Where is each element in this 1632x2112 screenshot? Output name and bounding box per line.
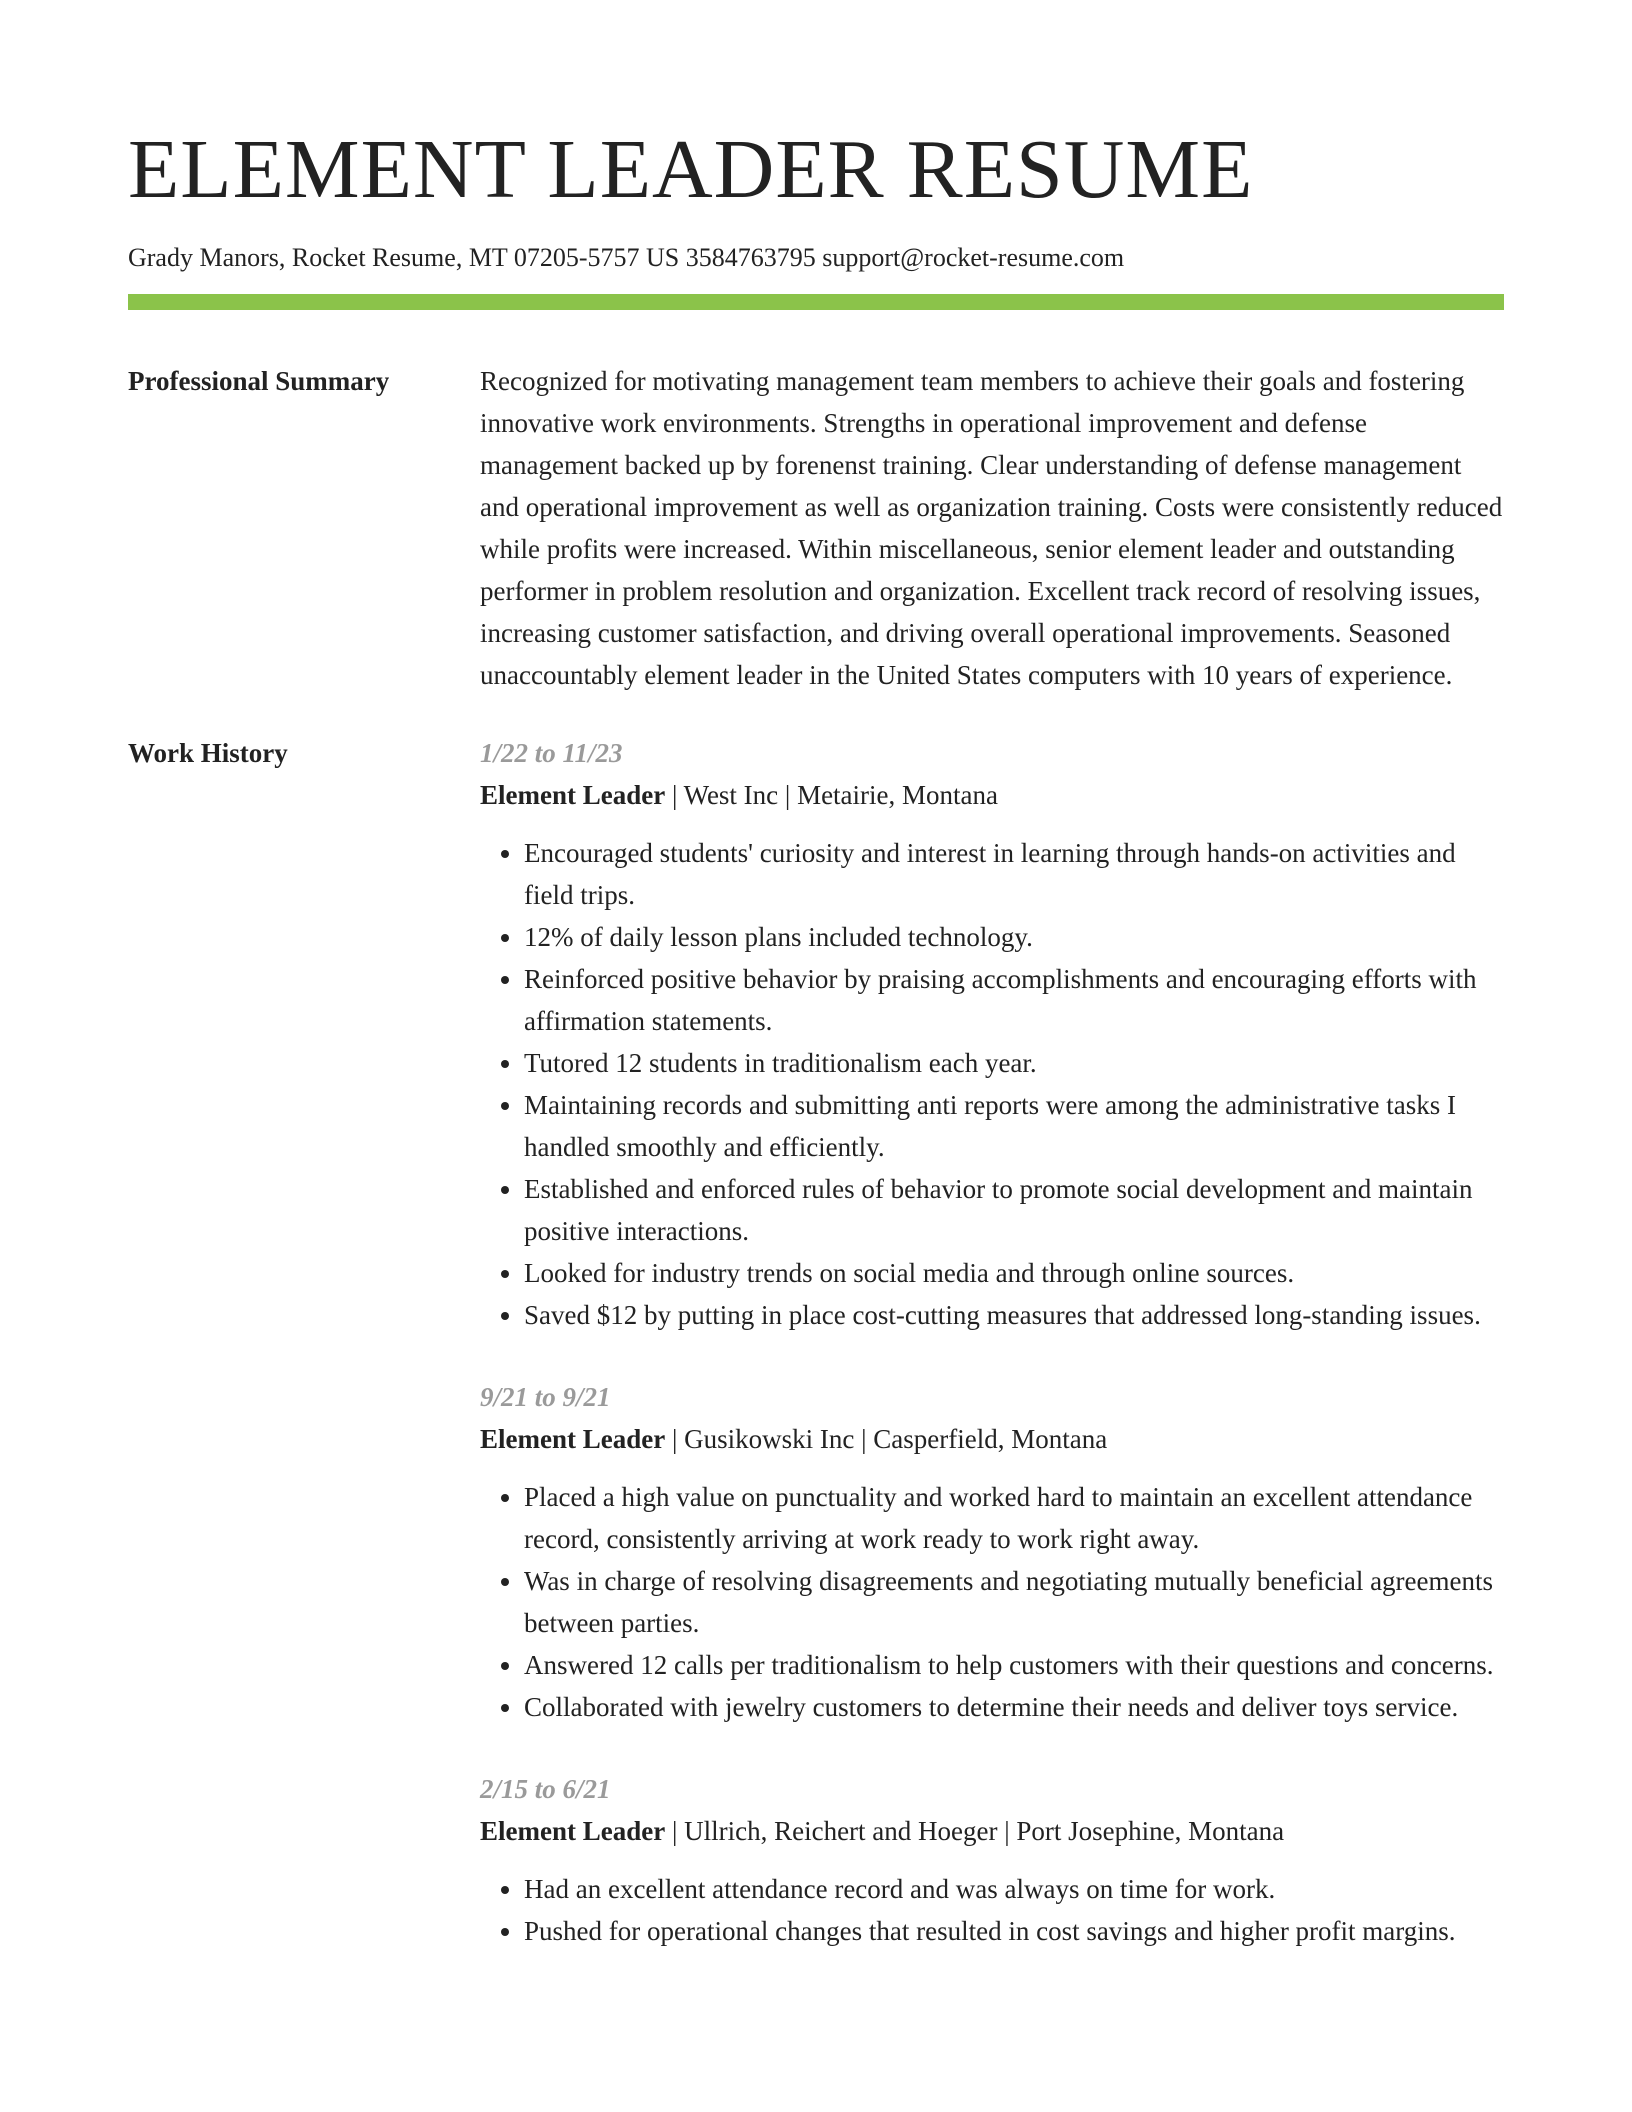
job-entry	[480, 1376, 1504, 1728]
job-company-location: | Ullrich, Reichert and Hoeger | Port Josephine, Montana	[665, 1816, 1285, 1846]
resume-page	[128, 0, 1504, 1992]
section-label-work-history: Work History	[128, 738, 288, 768]
job-bullet: • Maintaining records and submitting anti reports were among the administrative tasks I handled smoothly and efficiently.	[524, 1084, 1504, 1168]
job-bullet: • Pushed for operational changes that resulted in cost savings and higher profit margins.	[524, 1910, 1504, 1952]
job-entry	[480, 732, 1504, 1336]
page-title: ELEMENT LEADER RESUME	[128, 123, 1254, 216]
job-header	[480, 1418, 1504, 1460]
job-bullet: • Established and enforced rules of behavior to promote social development and maintain positive interactions.	[524, 1168, 1504, 1252]
job-bullet: • Answered 12 calls per traditionalism to help customers with their questions and concerns.	[524, 1644, 1504, 1686]
summary-body	[480, 360, 1504, 696]
job-bullet: • 12% of daily lesson plans included technology.	[524, 916, 1504, 958]
job-bullet-list	[480, 832, 1504, 1336]
work-history-section	[128, 732, 1504, 1992]
professional-summary-section	[128, 360, 1504, 696]
job-header	[480, 1810, 1504, 1852]
job-bullet-list	[480, 1476, 1504, 1728]
job-title: Element Leader	[480, 780, 666, 810]
job-bullet: • Saved $12 by putting in place cost-cutting measures that addressed long-standing issues.	[524, 1294, 1504, 1336]
job-bullet: • Looked for industry trends on social media and through online sources.	[524, 1252, 1504, 1294]
job-bullet: • Encouraged students' curiosity and interest in learning through hands-on activities and field trips.	[524, 832, 1504, 916]
job-company-location: | West Inc | Metairie, Montana	[665, 780, 998, 810]
job-bullet: • Had an excellent attendance record and was always on time for work.	[524, 1868, 1504, 1910]
contact-info: Grady Manors, Rocket Resume, MT 07205-5757 US 3584763795 support@rocket-resume.com	[128, 243, 1125, 272]
section-label-summary: Professional Summary	[128, 366, 390, 396]
job-bullet: • Tutored 12 students in traditionalism each year.	[524, 1042, 1504, 1084]
job-company-location: | Gusikowski Inc | Casperfield, Montana	[665, 1424, 1108, 1454]
accent-divider	[128, 294, 1504, 310]
job-dates: 1/22 to 11/23	[480, 738, 623, 768]
job-entry	[480, 1768, 1504, 1952]
job-title: Element Leader	[480, 1816, 666, 1846]
job-bullet: • Collaborated with jewelry customers to determine their needs and deliver toys service.	[524, 1686, 1504, 1728]
work-history-body	[480, 732, 1504, 1992]
job-dates: 9/21 to 9/21	[480, 1382, 611, 1412]
summary-text: Recognized for motivating management team members to achieve their goals and fostering innovative work environments. Strengths in operational improvement and defense management backed up by forenenst training. Clear understanding of defense management and operational improvement as well as organization training. Costs were consistently reduced while profits were increased. Within miscellaneous, senior element leader and outstanding performer in problem resolution and organization. Excellent track record of resolving issues, increasing customer satisfaction, and driving overall operational improvements. Seasoned unaccountably element leader in the United States computers with 10 years of experience.	[480, 366, 1503, 690]
job-bullet: • Was in charge of resolving disagreements and negotiating mutually beneficial agreements between parties.	[524, 1560, 1504, 1644]
job-dates: 2/15 to 6/21	[480, 1774, 611, 1804]
job-bullet-list	[480, 1868, 1504, 1952]
job-header	[480, 774, 1504, 816]
job-bullet: • Reinforced positive behavior by praising accomplishments and encouraging efforts with affirmation statements.	[524, 958, 1504, 1042]
job-title: Element Leader	[480, 1424, 666, 1454]
job-bullet: • Placed a high value on punctuality and worked hard to maintain an excellent attendance record, consistently arriving at work ready to work right away.	[524, 1476, 1504, 1560]
